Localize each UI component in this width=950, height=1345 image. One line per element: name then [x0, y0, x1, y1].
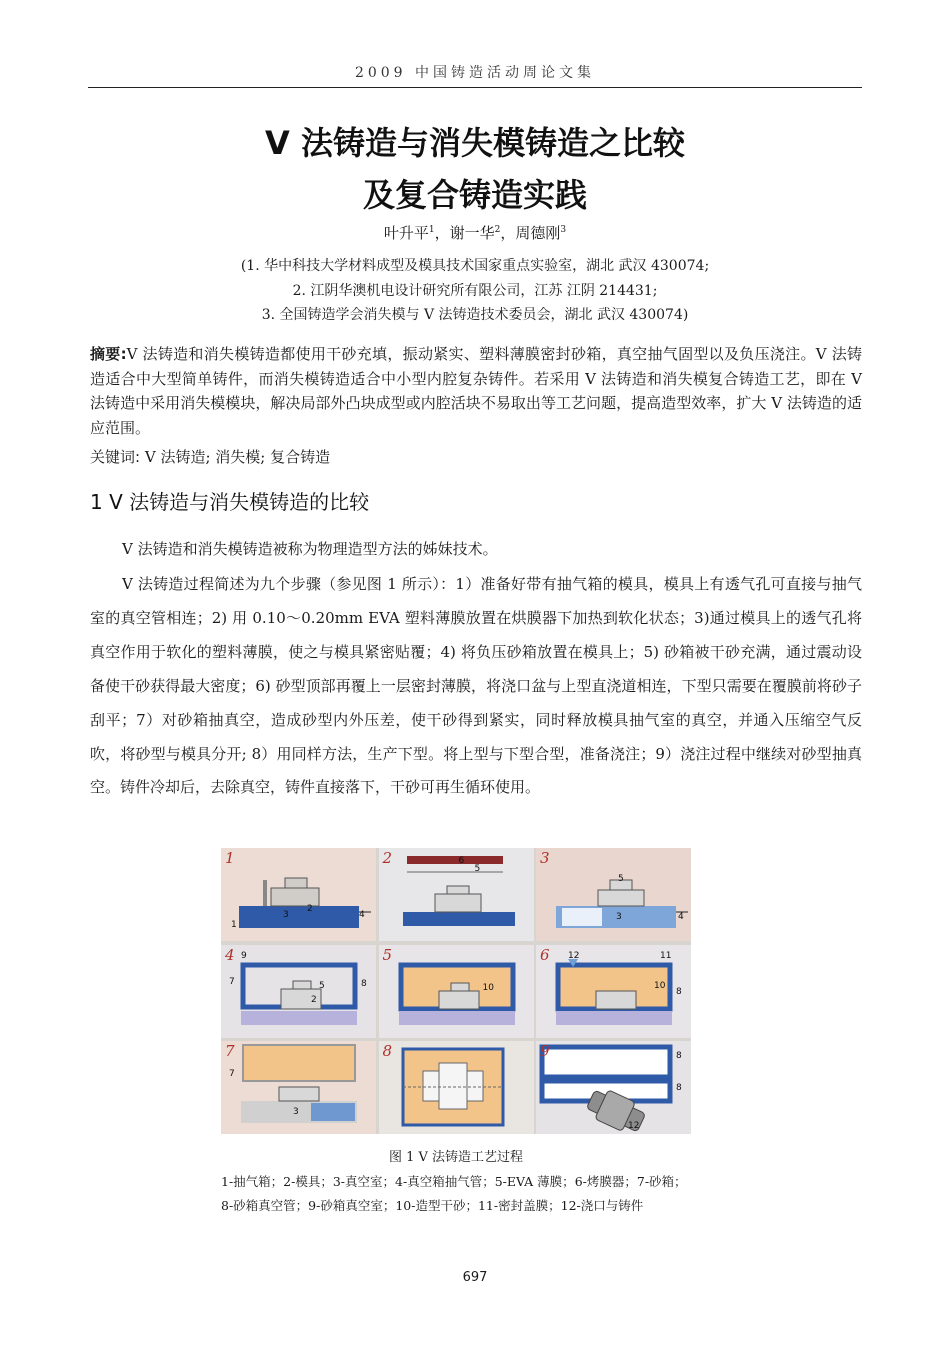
panel-label-6: 6 — [540, 945, 550, 964]
paper-title-line2: 及复合铸造实践 — [362, 176, 587, 214]
panel-3-callout: 3 — [616, 912, 622, 922]
author-list — [88, 222, 862, 243]
panel-6-callout: 8 — [676, 986, 682, 997]
author-1-mark: 1 — [428, 225, 435, 235]
panel-4-callout: 5 — [319, 980, 325, 991]
panel-9-callout: 12 — [628, 1121, 640, 1131]
panel-label-9: 9 — [540, 1042, 550, 1060]
abstract-text: V 法铸造和消失模铸造都使用干砂充填，振动紧实、塑料薄膜密封砂箱，真空抽气固型以及负压浇注。V 法铸造适合中大型简单铸件，而消失模铸造适合中小型内腔复杂铸件。若采用 V 法铸造和消失模复合铸造工艺，即在 V 法铸造中采用消失模模块，解决局部外凸块成型或内腔活块不易取出等工艺问题，提高造型效率，扩大 V 法铸造的适应范围。 — [90, 345, 862, 437]
panel-1-callout: 3 — [283, 910, 289, 920]
panel-drawing — [379, 945, 534, 1038]
panel-5-callout: 10 — [482, 982, 494, 993]
figure-caption: 图 1 V 法铸造工艺过程 — [388, 1150, 524, 1165]
panel-drawing — [221, 1041, 376, 1134]
panel-9-callout: 8 — [676, 1083, 682, 1093]
panel-4-callout: 8 — [361, 978, 367, 989]
panel-4-callout: 2 — [311, 994, 317, 1005]
abstract — [90, 342, 862, 440]
keywords-label: 关键词: — [90, 448, 141, 466]
figure-1-process-diagram — [221, 848, 691, 1134]
panel-2-callout: 5 — [474, 864, 481, 874]
figure-panel-8 — [379, 1041, 534, 1134]
author-2: ，谢一华 — [434, 224, 495, 242]
paragraph-2: V 法铸造过程简述为九个步骤（参见图 1 所示）：1）准备好带有抽气箱的模具，模具上有透气孔可直接与抽气室的真空管相连；2) 用 0.10～0.20mm EVA 塑料薄膜放置在烘膜器下加热到软化状态；3)通过模具上的透气孔将真空作用于软化的塑料薄膜，使之与模具紧密贴覆；4) 将负压砂箱放置在模具上；5) 砂箱被干砂充满，通过震动设备使干砂获得最大密度；6) 砂型顶部再覆上一层密封薄膜，将浇口盆与上型直浇道相连，下型只需要在覆膜前将砂子刮平；7）对砂箱抽真空，造成砂型内外压差，使干砂得到紧实，同时释放模具抽气室的真空，并通入压缩空气反吹，将砂型与模具分开; 8）用同样方法，生产下型。将上型与下型合型，准备浇注；9）浇注过程中继续对砂型抽真空。铸件冷却后，去除真空，铸件直接落下，干砂可再生循环使用。 — [90, 575, 862, 797]
header-rule — [88, 87, 862, 88]
figure-legend-line2: 8-砂箱真空管；9-砂箱真空室；10-造型干砂；11-密封盖膜；12-浇口与铸件 — [221, 1198, 644, 1213]
panel-6-callout: 10 — [654, 980, 666, 991]
figure-legend-line1: 1-抽气箱；2-模具；3-真空室；4-真空箱抽气管；5-EVA 薄膜；6-烤膜器；7-砂箱； — [221, 1174, 687, 1189]
panel-4-callout: 7 — [229, 976, 235, 987]
page-number: 697 — [462, 1270, 488, 1285]
panel-2-callout: 6 — [458, 856, 465, 866]
panel-7-callout: 3 — [293, 1107, 299, 1117]
affiliation-3: 3. 全国铸造学会消失模与 V 法铸造技术委员会，湖北 武汉 430074) — [261, 307, 689, 323]
panel-drawing — [536, 848, 691, 941]
panel-label-7: 7 — [225, 1042, 235, 1060]
panel-1-callout: 1 — [231, 920, 237, 930]
affiliation-2: 2. 江阴华澳机电设计研究所有限公司，江苏 江阴 214431; — [292, 283, 658, 299]
author-3: ，周德刚 — [500, 224, 561, 242]
author-1: 叶升平 — [383, 224, 429, 242]
panel-label-3: 3 — [540, 849, 550, 867]
paragraph-1: V 法铸造和消失模铸造被称为物理造型方法的姊妹技术。 — [122, 540, 498, 558]
panel-4-callout: 9 — [241, 950, 247, 961]
panel-7-callout: 7 — [229, 1069, 235, 1079]
panel-drawing — [536, 1041, 691, 1134]
running-header: 2009 中国铸造活动周论文集 — [354, 65, 596, 81]
figure-panel-7 — [221, 1041, 376, 1134]
abstract-label: 摘要: — [90, 345, 127, 363]
panel-6-callout: 12 — [568, 950, 580, 961]
figure-panel-5 — [379, 945, 534, 1038]
section-heading: 1 V 法铸造与消失模铸造的比较 — [90, 490, 370, 514]
panel-label-5: 5 — [382, 945, 393, 964]
author-3-mark: 3 — [560, 225, 567, 235]
panel-3-callout: 4 — [678, 912, 684, 922]
panel-drawing — [379, 1041, 534, 1134]
figure-panel-2 — [379, 848, 534, 941]
keywords-text: V 法铸造; 消失模; 复合铸造 — [144, 448, 331, 466]
figure-panel-4 — [221, 945, 376, 1038]
panel-9-callout: 8 — [676, 1051, 682, 1061]
panel-drawing — [221, 848, 376, 941]
figure-panel-1 — [221, 848, 376, 941]
figure-panel-6 — [536, 945, 691, 1038]
figure-panel-3 — [536, 848, 691, 941]
panel-label-1: 1 — [225, 849, 235, 867]
paper-title-line1: V 法铸造与消失模铸造之比较 — [265, 124, 685, 162]
author-2-mark: 2 — [494, 225, 501, 235]
panel-label-2: 2 — [382, 849, 393, 867]
panel-1-callout: 2 — [307, 904, 313, 914]
panel-drawing — [379, 848, 534, 941]
keywords — [90, 446, 862, 467]
panel-1-callout: 4 — [359, 910, 365, 920]
panel-6-callout: 11 — [660, 950, 672, 961]
panel-label-4: 4 — [225, 945, 235, 964]
panel-label-8: 8 — [382, 1042, 393, 1060]
figure-panel-9 — [536, 1041, 691, 1134]
affiliation-1: (1. 华中科技大学材料成型及模具技术国家重点实验室，湖北 武汉 430074; — [240, 258, 710, 274]
panel-3-callout: 5 — [618, 874, 624, 884]
